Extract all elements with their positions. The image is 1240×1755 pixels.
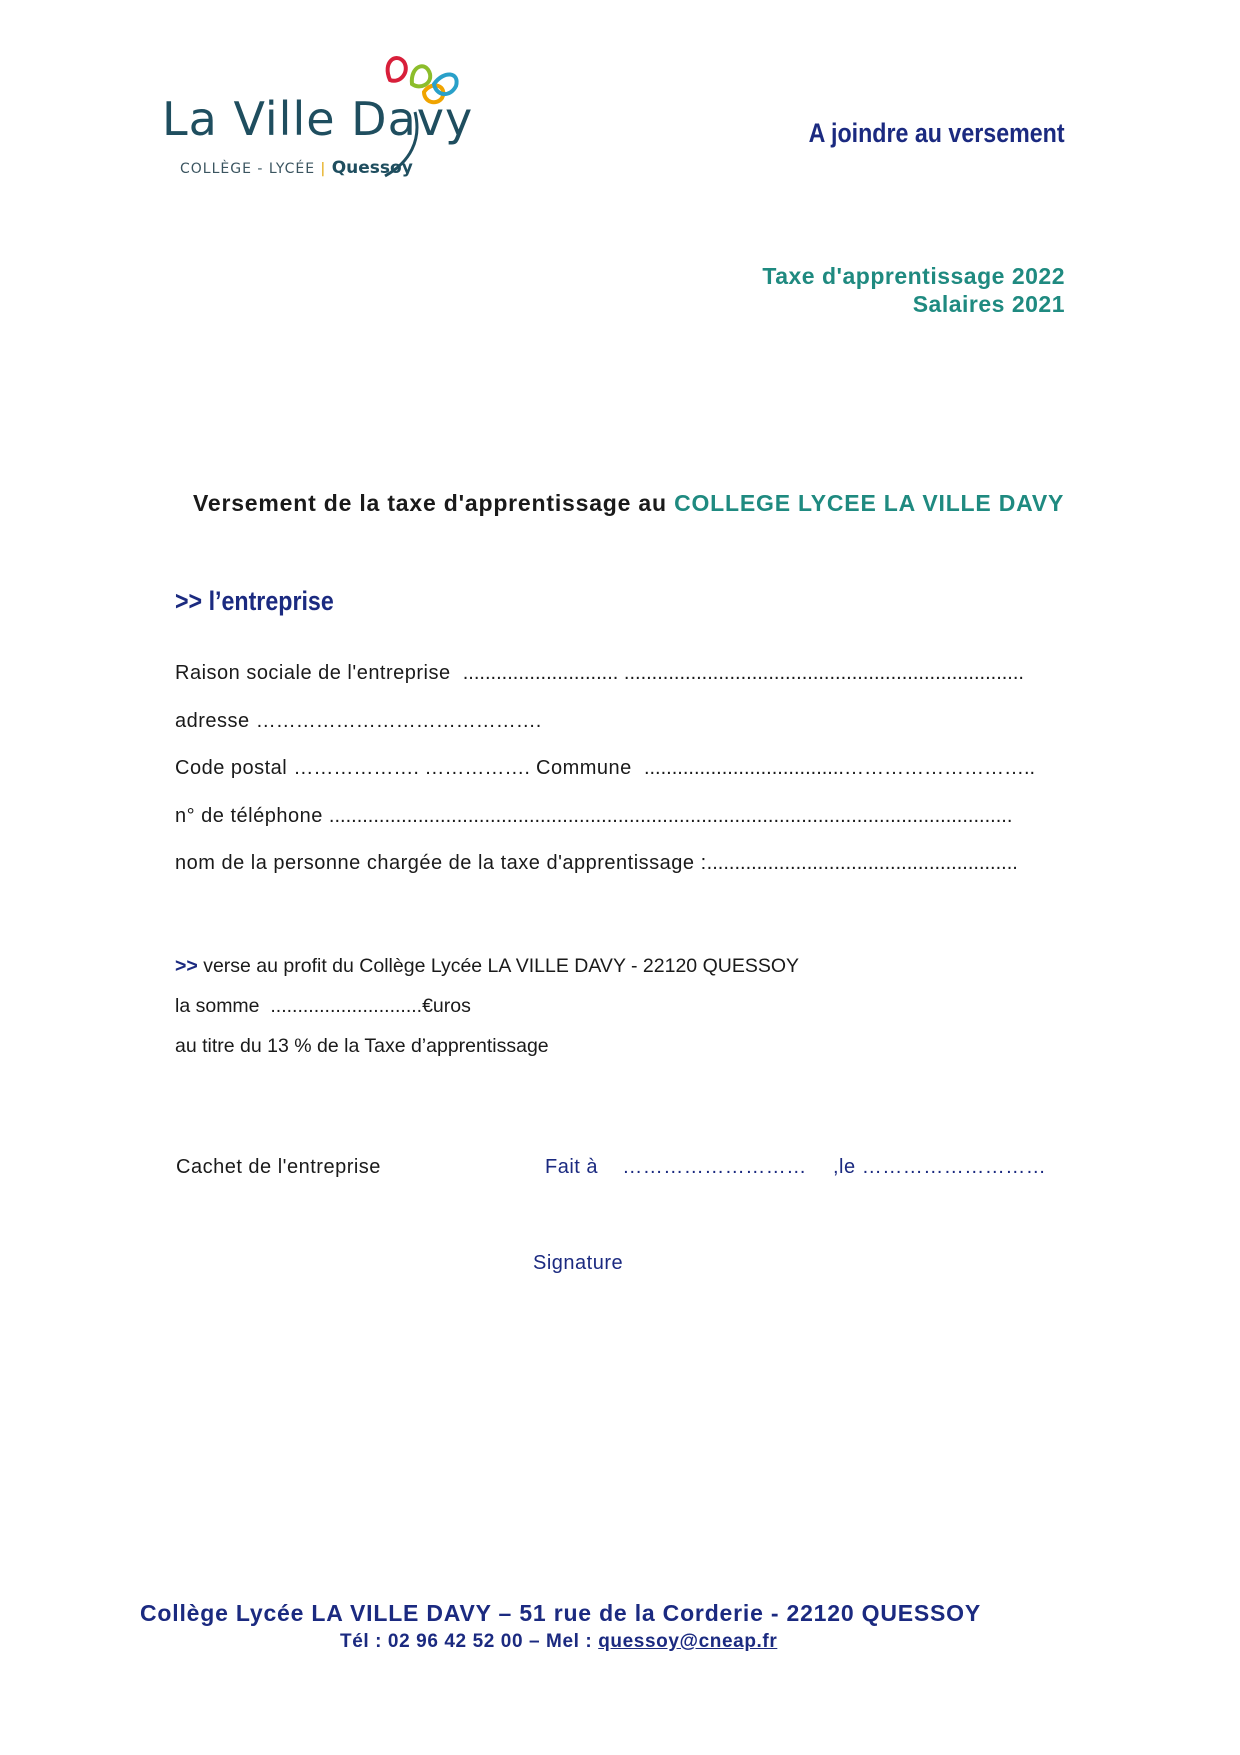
leaf-green-shape: [412, 66, 430, 86]
field-place[interactable]: Fait à ………………………: [545, 1156, 807, 1178]
payment-basis: au titre du 13 % de la Taxe d’apprentissage: [175, 1035, 549, 1057]
field-telephone[interactable]: n° de téléphone ...........................................................................................................................: [175, 805, 1013, 827]
section-heading-company: >> l’entreprise: [175, 586, 334, 616]
page-title: Versement de la taxe d'apprentissage au COLLEGE LYCEE LA VILLE DAVY: [193, 490, 1065, 516]
school-name: COLLEGE LYCEE LA VILLE DAVY: [674, 490, 1065, 516]
field-code-postal[interactable]: Code postal ………………. ……………. Commune ....................................………………………..: [175, 757, 1036, 779]
field-date[interactable]: ,le ………………………: [833, 1156, 1047, 1178]
footer-address: Collège Lycée LA VILLE DAVY – 51 rue de la Corderie - 22120 QUESSOY: [140, 1600, 982, 1626]
field-raison-sociale[interactable]: Raison sociale de l'entreprise ............................ ........................................................................: [175, 662, 1024, 684]
field-adresse[interactable]: adresse …………………………………….: [175, 710, 542, 732]
field-amount[interactable]: la somme ............................€uros: [175, 995, 471, 1017]
stamp-label: Cachet de l'entreprise: [176, 1156, 381, 1178]
attach-note: A joindre au versement: [809, 118, 1065, 148]
email-link[interactable]: quessoy@cneap.fr: [598, 1631, 778, 1652]
signature-label: Signature: [533, 1252, 624, 1274]
school-logo: [160, 50, 480, 190]
tax-year-block: [762, 262, 1065, 318]
salary-year-line: Salaires 2021: [912, 291, 1065, 317]
leaf-red-shape: [388, 58, 406, 81]
logo-subtitle: COLLÈGE - LYCÉE | Quessoy: [180, 158, 413, 178]
field-personne-chargee[interactable]: nom de la personne chargée de la taxe d'apprentissage :........................................................: [175, 852, 1018, 874]
tax-year-line: Taxe d'apprentissage 2022: [762, 263, 1065, 289]
footer-contact: Tél : 02 96 42 52 00 – Mel : quessoy@cneap.fr: [340, 1631, 778, 1652]
field-commune[interactable]: Commune ....................................………………………..: [536, 757, 1036, 779]
payment-beneficiary: >> verse au profit du Collège Lycée LA VILLE DAVY - 22120 QUESSOY: [175, 955, 800, 977]
logo-name: La Ville Davy: [162, 92, 474, 146]
